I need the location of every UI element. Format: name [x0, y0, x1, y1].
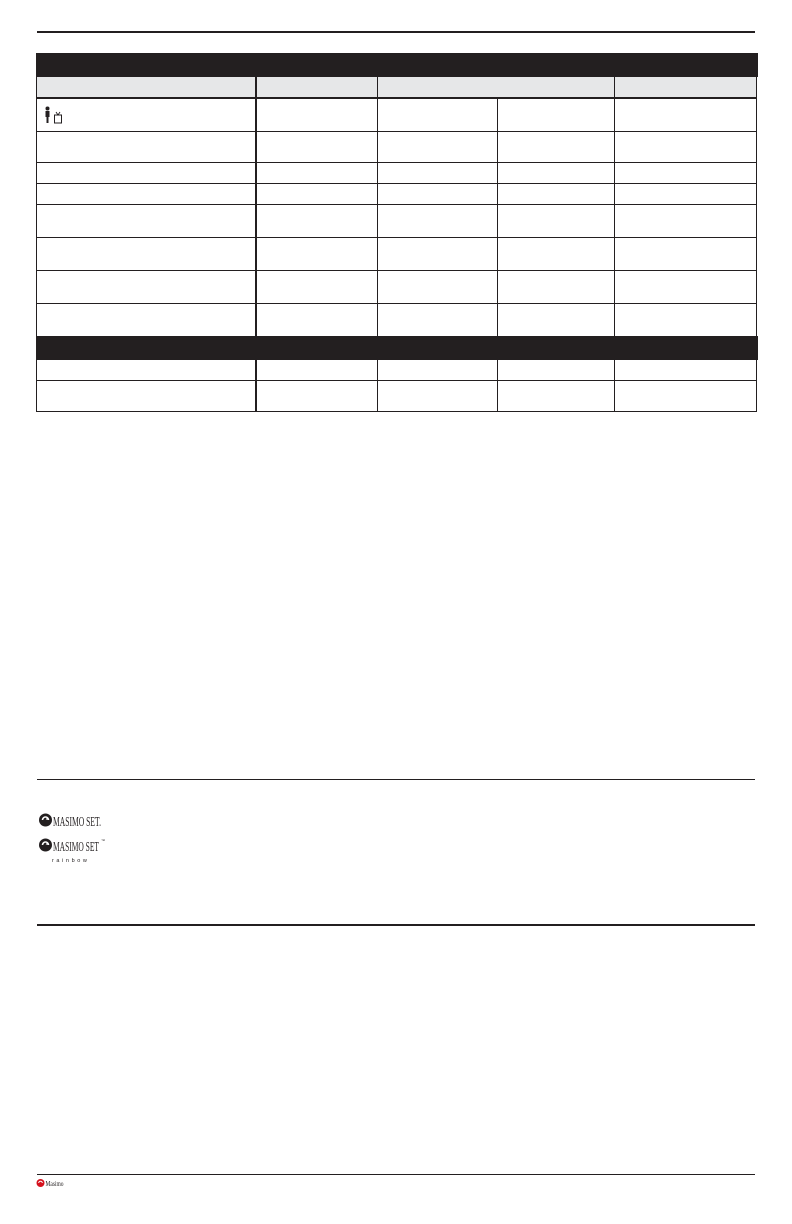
table-section-bar: [37, 337, 757, 360]
table-row: [37, 271, 757, 304]
table-cell: [37, 238, 256, 271]
svg-text:MASIMO SET.: MASIMO SET.: [53, 815, 101, 830]
table-cell: [498, 381, 615, 412]
header-cell: [615, 77, 757, 99]
table-cell: [615, 238, 757, 271]
section-divider: [37, 924, 755, 926]
table-cell: [378, 98, 498, 132]
table-cell: [615, 304, 757, 337]
table-cell: [378, 163, 498, 184]
table-row: [37, 163, 757, 184]
table-cell: [378, 271, 498, 304]
table-cell: [615, 381, 757, 412]
table-cell: [615, 184, 757, 205]
header-cell: [378, 77, 615, 99]
section-divider: [37, 779, 755, 780]
table-cell: [256, 271, 378, 304]
svg-text:Masimo: Masimo: [45, 1179, 64, 1189]
table-cell: [498, 360, 615, 381]
table-row: [37, 304, 757, 337]
table-row: [37, 205, 757, 238]
table-cell: [378, 381, 498, 412]
table-section-cell: [37, 337, 757, 360]
table-cell: [256, 132, 378, 163]
table-cell: [498, 238, 615, 271]
table-row: [37, 132, 757, 163]
table-header-row: [37, 77, 757, 99]
table-cell: [615, 271, 757, 304]
table-cell: [37, 360, 256, 381]
svg-text:™: ™: [101, 838, 105, 843]
table-cell: [37, 163, 256, 184]
svg-text:rainbow: rainbow: [52, 858, 90, 864]
footer-rule: [37, 1174, 755, 1175]
table-title-bar: [37, 54, 757, 77]
table-cell: [498, 132, 615, 163]
table-cell: [378, 238, 498, 271]
table-cell: [378, 184, 498, 205]
table-row: [37, 238, 757, 271]
table-title-cell: [37, 54, 757, 77]
table-row: [37, 360, 757, 381]
table-cell: [615, 360, 757, 381]
table-cell: [378, 360, 498, 381]
table-cell: [256, 184, 378, 205]
table-cell: [256, 381, 378, 412]
table-cell: [37, 381, 256, 412]
table-cell: [615, 205, 757, 238]
table-cell: [378, 205, 498, 238]
table-cell: [378, 304, 498, 337]
masimo-set-rainbow-logo: [38, 834, 108, 866]
table-cell: [37, 98, 256, 132]
table-cell: [256, 163, 378, 184]
table-row: [37, 381, 757, 412]
table-cell: [37, 304, 256, 337]
table-cell: [498, 205, 615, 238]
table-cell: [37, 205, 256, 238]
table-row: [37, 184, 757, 205]
header-cell: [37, 77, 256, 99]
table-cell: [498, 163, 615, 184]
table-cell: [498, 271, 615, 304]
table-cell: [498, 304, 615, 337]
table-cell: [615, 163, 757, 184]
svg-text:MASIMO SET: MASIMO SET: [53, 840, 100, 855]
table-cell: [37, 184, 256, 205]
specifications-table: [36, 53, 758, 412]
table-cell: [256, 205, 378, 238]
patient-size-icon: [43, 106, 65, 124]
table-cell: [256, 304, 378, 337]
table-cell: [378, 132, 498, 163]
table-cell: [498, 184, 615, 205]
header-cell: [256, 77, 378, 99]
masimo-footer-logo: [36, 1177, 66, 1189]
top-rule: [37, 31, 755, 33]
masimo-set-logo: [38, 808, 108, 832]
masimo-logos: [38, 808, 108, 866]
table-row: [37, 98, 757, 132]
table-cell: [37, 271, 256, 304]
table-cell: [256, 238, 378, 271]
table-cell: [256, 98, 378, 132]
table-cell: [37, 132, 256, 163]
table-cell: [498, 98, 615, 132]
table-cell: [615, 132, 757, 163]
table-cell: [615, 98, 757, 132]
table-cell: [256, 360, 378, 381]
